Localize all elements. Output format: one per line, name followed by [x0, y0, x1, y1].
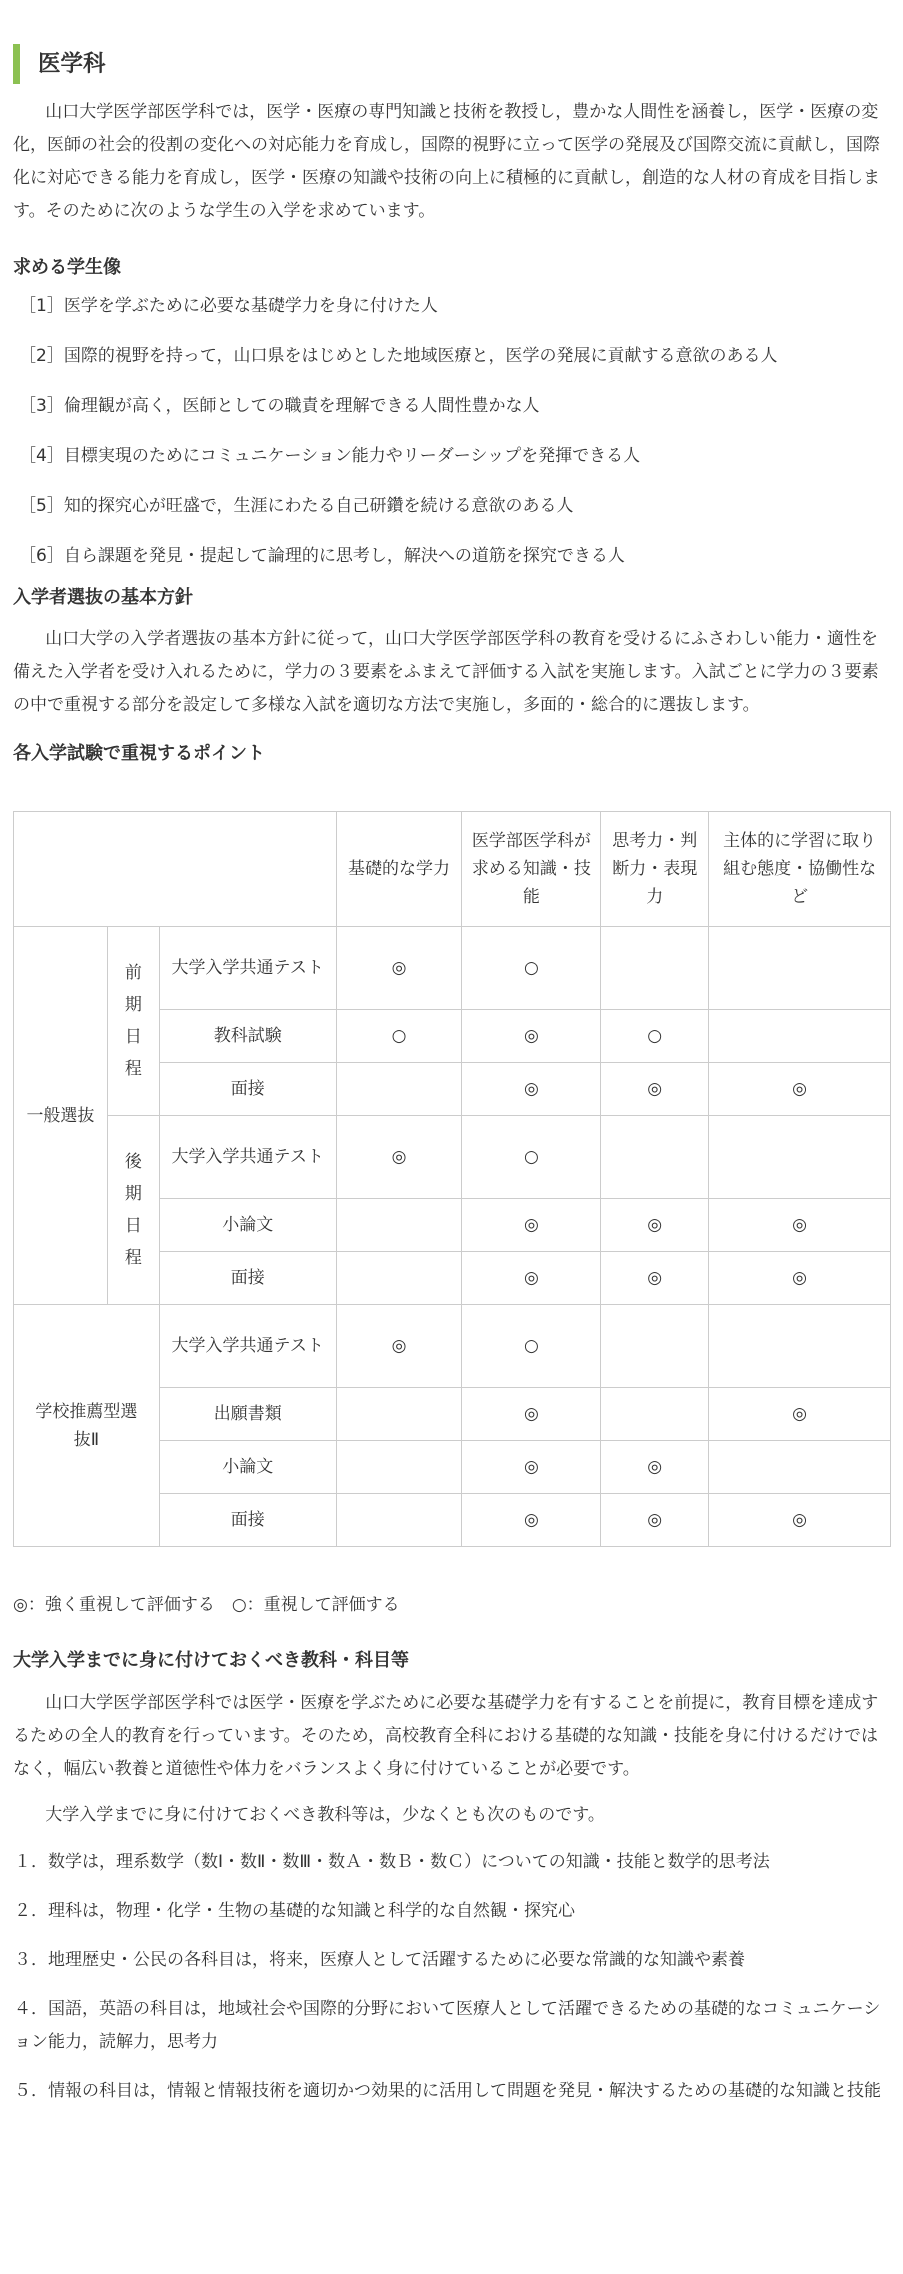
- policy-paragraph: 山口大学の入学者選抜の基本方針に従って，山口大学医学部医学科の教育を受けるにふさわしい能力・適性を備えた入学者を受け入れるために，学力の３要素をふまえて評価する入試を実施します。入試ごとに学力の３要素の中で重視する部分を設定して多様な入試を適切な方法で実施し，多面的・総合的に選抜します。: [13, 629, 879, 715]
- subjects-intro-paragraph-2: 大学入学までに身に付けておくべき教科等は，少なくとも次のものです。: [45, 1805, 605, 1825]
- column-header: 医学部医学科が求める知識・技能: [462, 812, 601, 927]
- method-cell: 面接: [159, 1494, 336, 1547]
- method-cell: 小論文: [159, 1441, 336, 1494]
- method-cell: 大学入学共通テスト: [159, 1116, 336, 1199]
- method-cell: 小論文: [159, 1199, 336, 1252]
- mark-cell: ◎: [709, 1494, 891, 1547]
- mark-cell: ◎: [709, 1063, 891, 1116]
- mark-cell: ◎: [336, 1116, 462, 1199]
- group-late-label: 後期日程: [124, 1152, 142, 1268]
- intro-paragraph: 山口大学医学部医学科では，医学・医療の専門知識と技術を教授し，豊かな人間性を涵養し，医学・医療の変化，医師の社会的役割の変化への対応能力を育成し，国際的視野に立って医学の発展及び国際交流に貢献し，国際化に対応できる能力を育成し，医学・医療の知識や技術の向上に積極的に貢献し，創造的な人材の育成を目指します。そのために次のような学生の入学を求めています。: [13, 102, 880, 221]
- table-row: [14, 1305, 891, 1388]
- method-cell: 教科試験: [159, 1010, 336, 1063]
- column-header: 基礎的な学力: [336, 812, 462, 927]
- method-cell: 大学入学共通テスト: [159, 1305, 336, 1388]
- method-cell: 大学入学共通テスト: [159, 927, 336, 1010]
- mark-cell: [336, 1494, 462, 1547]
- mark-cell: [336, 1441, 462, 1494]
- mark-cell: [601, 1388, 709, 1441]
- mark-cell: ◎: [601, 1199, 709, 1252]
- ideal-student-list: [13, 293, 891, 570]
- ideal-item-5: ［5］知的探究心が旺盛で，生涯にわたる自己研鑽を続ける意欲のある人: [19, 496, 574, 516]
- policy-heading: 入学者選抜の基本方針: [13, 587, 193, 608]
- mark-cell: ○: [462, 927, 601, 1010]
- mark-cell: [709, 1305, 891, 1388]
- ideal-item-3: ［3］倫理観が高く，医師としての職責を理解できる人間性豊かな人: [19, 396, 540, 416]
- mark-cell: [709, 1010, 891, 1063]
- mark-cell: ◎: [462, 1252, 601, 1305]
- mark-cell: [709, 927, 891, 1010]
- mark-cell: ◎: [462, 1010, 601, 1063]
- mark-cell: [601, 1116, 709, 1199]
- ideal-item-4: ［4］目標実現のためにコミュニケーション能力やリーダーシップを発揮できる人: [19, 446, 641, 466]
- mark-cell: [336, 1199, 462, 1252]
- mark-cell: [709, 1116, 891, 1199]
- mark-cell: ◎: [336, 927, 462, 1010]
- subjects-list: [13, 1846, 891, 2108]
- subject-item-5: ５．情報の科目は，情報と情報技術を適切かつ効果的に活用して問題を発見・解決するための基礎的な知識と技能: [14, 2081, 881, 2101]
- mark-cell: ○: [336, 1010, 462, 1063]
- mark-cell: ◎: [336, 1305, 462, 1388]
- mark-cell: ◎: [462, 1441, 601, 1494]
- group-early: [107, 927, 159, 1116]
- ideal-item-2: ［2］国際的視野を持って，山口県をはじめとした地域医療と，医学の発展に貢献する意欲のある人: [19, 346, 778, 366]
- mark-cell: [336, 1252, 462, 1305]
- group-recommend: 学校推薦型選抜Ⅱ: [14, 1305, 160, 1547]
- ideal-student-heading: 求める学生像: [13, 257, 121, 278]
- column-header: 思考力・判断力・表現力: [601, 812, 709, 927]
- method-cell: 面接: [159, 1252, 336, 1305]
- table-row: [14, 927, 891, 1010]
- mark-cell: ◎: [601, 1494, 709, 1547]
- mark-cell: [601, 927, 709, 1010]
- mark-cell: [336, 1388, 462, 1441]
- column-header: 主体的に学習に取り組む態度・協働性など: [709, 812, 891, 927]
- subject-item-1: １．数学は，理系数学（数Ⅰ・数Ⅱ・数Ⅲ・数Ａ・数Ｂ・数Ｃ）についての知識・技能と数学的思考法: [14, 1852, 770, 1872]
- table-legend: ◎：強く重視して評価する ○：重視して評価する: [13, 1595, 400, 1615]
- subject-item-3: ３．地理歴史・公民の各科目は，将来，医療人として活躍するために必要な常識的な知識や素養: [14, 1950, 745, 1970]
- mark-cell: ○: [601, 1010, 709, 1063]
- page: [0, 44, 903, 2108]
- mark-cell: ◎: [462, 1494, 601, 1547]
- subject-item-2: ２．理科は，物理・化学・生物の基礎的な知識と科学的な自然観・探究心: [14, 1901, 575, 1921]
- mark-cell: ◎: [462, 1063, 601, 1116]
- ideal-item-6: ［6］自ら課題を発見・提起して論理的に思考し，解決への道筋を探究できる人: [19, 546, 625, 566]
- group-late: [107, 1116, 159, 1305]
- evaluation-table: [13, 811, 891, 1547]
- mark-cell: ◎: [709, 1252, 891, 1305]
- points-heading: 各入学試験で重視するポイント: [13, 743, 265, 764]
- group-general: 一般選抜: [14, 927, 108, 1305]
- mark-cell: ◎: [462, 1388, 601, 1441]
- mark-cell: [336, 1063, 462, 1116]
- subjects-intro-paragraph: 山口大学医学部医学科では医学・医療を学ぶために必要な基礎学力を有することを前提に，教育目標を達成するための全人的教育を行っています。そのため，高校教育全科における基礎的な知識・技能を身に付けるだけではなく，幅広い教養と道徳性や体力をバランスよく身に付けていることが必要です。: [13, 1693, 879, 1779]
- section-heading: 医学科: [13, 44, 891, 84]
- method-cell: 出願書類: [159, 1388, 336, 1441]
- mark-cell: ○: [462, 1116, 601, 1199]
- table-row: [14, 1116, 891, 1199]
- table-corner-cell: [14, 812, 337, 927]
- table-header-row: [14, 812, 891, 927]
- ideal-item-1: ［1］医学を学ぶために必要な基礎学力を身に付けた人: [19, 296, 438, 316]
- mark-cell: ◎: [601, 1063, 709, 1116]
- mark-cell: ◎: [462, 1199, 601, 1252]
- mark-cell: ◎: [709, 1388, 891, 1441]
- group-early-label: 前期日程: [124, 963, 142, 1079]
- mark-cell: ◎: [601, 1441, 709, 1494]
- mark-cell: [601, 1305, 709, 1388]
- mark-cell: ○: [462, 1305, 601, 1388]
- method-cell: 面接: [159, 1063, 336, 1116]
- mark-cell: [709, 1441, 891, 1494]
- subjects-heading: 大学入学までに身に付けておくべき教科・科目等: [13, 1650, 409, 1671]
- mark-cell: ◎: [709, 1199, 891, 1252]
- mark-cell: ◎: [601, 1252, 709, 1305]
- subject-item-4: ４．国語，英語の科目は，地域社会や国際的分野において医療人として活躍できるための基礎的なコミュニケーション能力，読解力，思考力: [14, 1999, 881, 2052]
